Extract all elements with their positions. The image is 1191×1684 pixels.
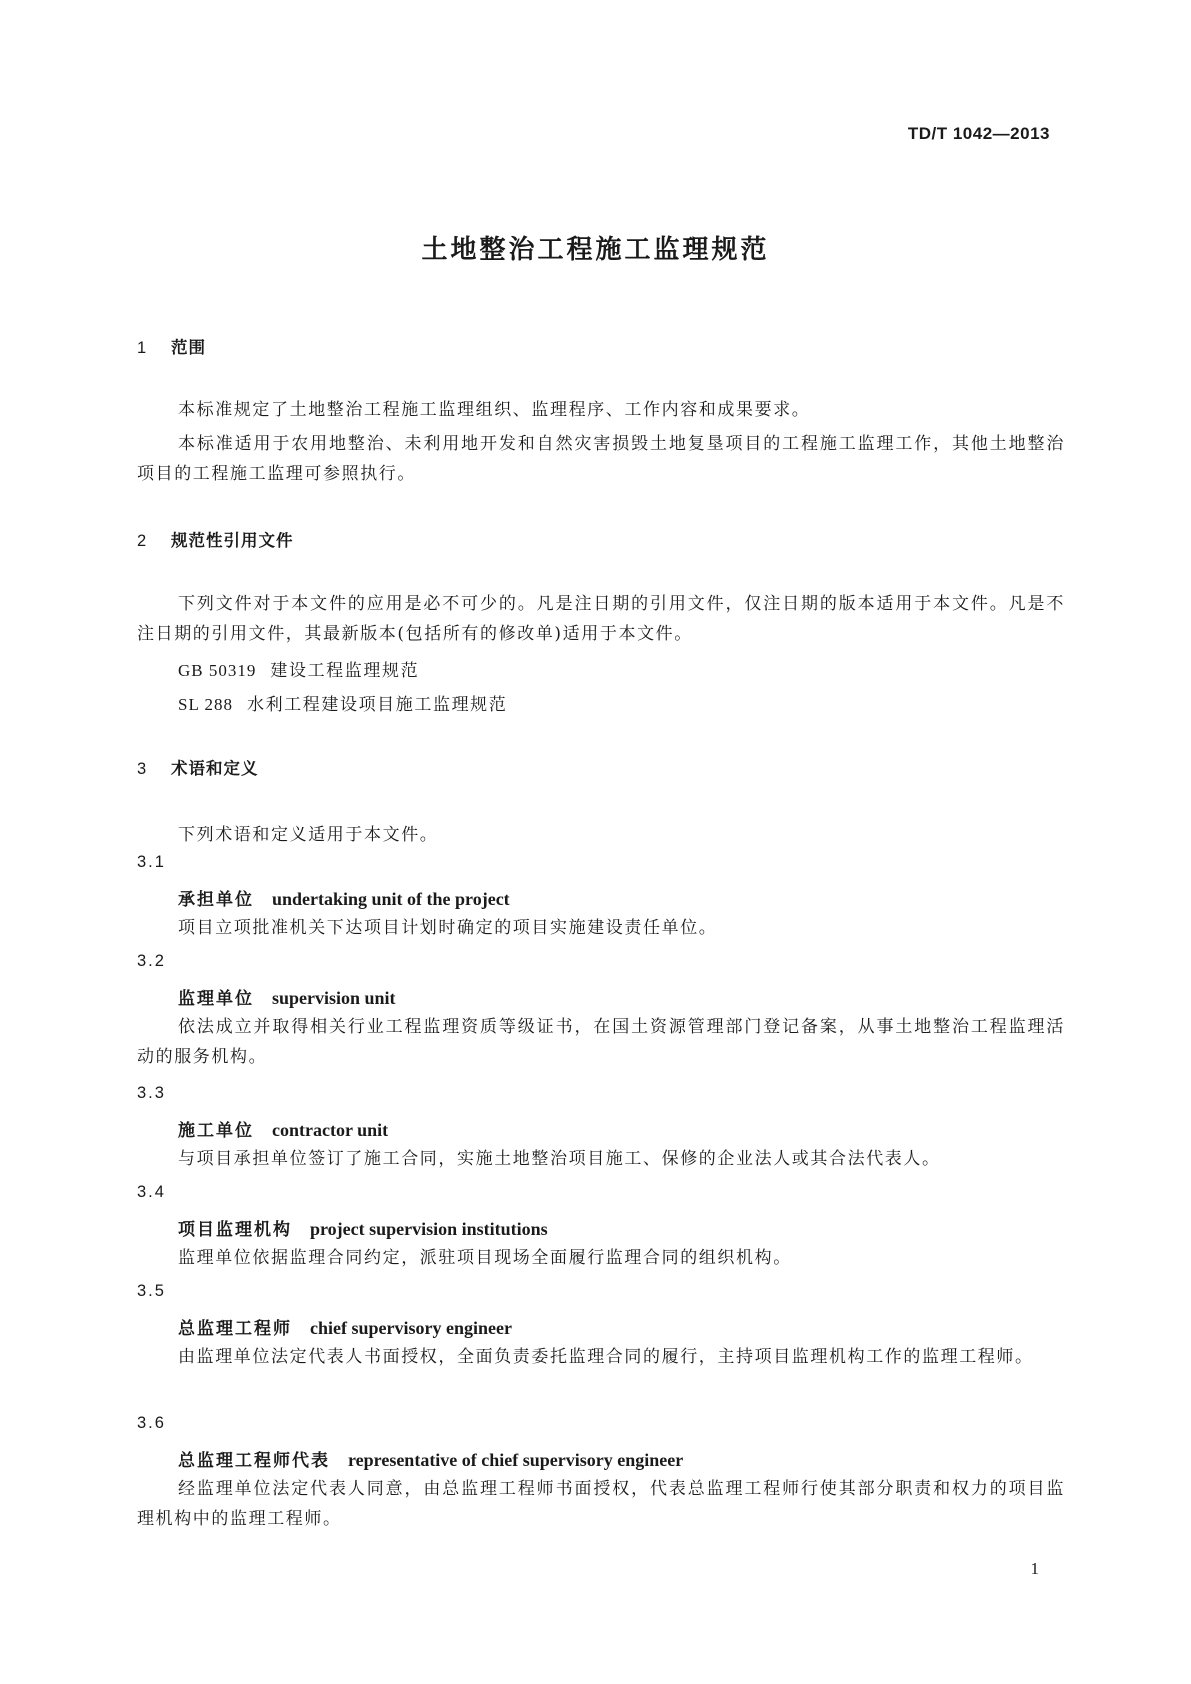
term-name-en: supervision unit	[272, 988, 396, 1008]
term-definition: 依法成立并取得相关行业工程监理资质等级证书，在国土资源管理部门登记备案，从事土地整治工程监理活动的服务机构。	[137, 1017, 1065, 1067]
term-definition: 经监理单位法定代表人同意，由总监理工程师书面授权，代表总监理工程师行使其部分职责和权力的项目监理机构中的监理工程师。	[137, 1479, 1065, 1529]
document-title: 土地整治工程施工监理规范	[421, 235, 770, 265]
section-title: 规范性引用文件	[171, 531, 294, 550]
term-name	[178, 1446, 683, 1471]
term-name-en: contractor unit	[272, 1120, 389, 1140]
term-name-en: undertaking unit of the project	[272, 889, 510, 909]
term-name-zh: 施工单位	[178, 1121, 254, 1141]
section-3-heading	[137, 755, 259, 779]
section-1-heading	[137, 334, 206, 358]
section-2-paragraph-1: 下列文件对于本文件的应用是必不可少的。凡是注日期的引用文件，仅注日期的版本适用于本文件。凡是不注日期的引用文件，其最新版本(包括所有的修改单)适用于本文件。	[137, 594, 1065, 644]
term-name-zh: 总监理工程师代表	[178, 1451, 330, 1471]
reference-title: 建设工程监理规范	[270, 661, 420, 681]
term-number: 3.1	[137, 853, 166, 871]
term-definition: 项目立项批准机关下达项目计划时确定的项目实施建设责任单位。	[178, 918, 718, 938]
term-name	[178, 1215, 548, 1240]
term-name-en: chief supervisory engineer	[310, 1318, 512, 1338]
term-name-zh: 承担单位	[178, 890, 254, 910]
reference-item	[178, 690, 507, 715]
section-number: 3	[137, 760, 148, 778]
term-definition: 由监理单位法定代表人书面授权，全面负责委托监理合同的履行，主持项目监理机构工作的监理工程师。	[178, 1347, 1034, 1367]
term-number: 3.4	[137, 1183, 166, 1201]
term-name	[178, 885, 510, 910]
section-2-heading	[137, 527, 294, 551]
term-name-en: project supervision institutions	[310, 1219, 548, 1239]
term-name-en: representative of chief supervisory engineer	[348, 1450, 684, 1470]
page-number: 1	[1030, 1559, 1039, 1578]
term-name-zh: 监理单位	[178, 989, 254, 1009]
section-3-intro: 下列术语和定义适用于本文件。	[178, 825, 439, 845]
term-name	[178, 984, 396, 1009]
term-name-zh: 项目监理机构	[178, 1220, 292, 1240]
section-1-paragraph-1: 本标准规定了土地整治工程施工监理组织、监理程序、工作内容和成果要求。	[178, 400, 811, 420]
term-number: 3.6	[137, 1414, 166, 1432]
term-number: 3.3	[137, 1084, 166, 1102]
section-title: 术语和定义	[171, 759, 259, 778]
term-name-zh: 总监理工程师	[178, 1319, 292, 1339]
section-1-paragraph-2: 本标准适用于农用地整治、未利用地开发和自然灾害损毁土地复垦项目的工程施工监理工作，其他土地整治项目的工程施工监理可参照执行。	[137, 434, 1065, 484]
term-definition: 监理单位依据监理合同约定，派驻项目现场全面履行监理合同的组织机构。	[178, 1248, 792, 1268]
reference-code: GB 50319	[178, 661, 257, 680]
standard-code: TD/T 1042—2013	[907, 124, 1050, 143]
term-definition: 与项目承担单位签订了施工合同，实施土地整治项目施工、保修的企业法人或其合法代表人。	[178, 1149, 941, 1169]
section-number: 1	[137, 339, 148, 357]
section-title: 范围	[171, 338, 206, 357]
reference-title: 水利工程建设项目施工监理规范	[246, 695, 508, 715]
term-name	[178, 1314, 512, 1339]
reference-code: SL 288	[178, 695, 233, 714]
reference-item	[178, 656, 419, 681]
term-number: 3.5	[137, 1282, 166, 1300]
term-number: 3.2	[137, 952, 166, 970]
term-name	[178, 1116, 388, 1141]
section-number: 2	[137, 532, 148, 550]
